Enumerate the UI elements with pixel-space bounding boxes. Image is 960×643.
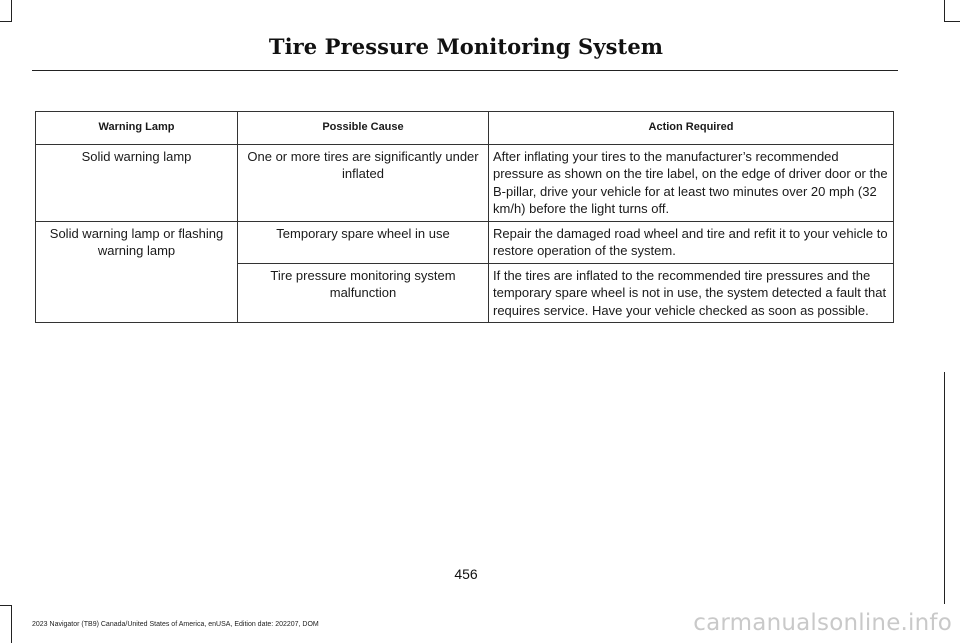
action-required-cell: Repair the damaged road wheel and tire and refit it to your vehicle to restore operation of the system. (489, 221, 894, 263)
action-required-cell: If the tires are inflated to the recommended tire pressures and the temporary spare wheel is not in use, the system detected a fault that requires service. Have your vehicle checked as soon as possible. (489, 263, 894, 323)
table-row (36, 221, 894, 263)
possible-cause-cell: One or more tires are significantly under inflated (238, 144, 489, 221)
watermark: carmanualsonline.info (693, 610, 952, 636)
page-title: Tire Pressure Monitoring System (268, 34, 664, 59)
action-required-cell: After inflating your tires to the manufacturer’s recommended pressure as shown on the tire label, on the edge of driver door or the B-pillar, drive your vehicle for at least two minutes over 20 mph (32 km/h) before the light turns off. (489, 144, 894, 221)
crop-mark-bottom-left-v (11, 605, 12, 643)
page-number: 456 (454, 566, 478, 582)
column-header-action-required: Action Required (489, 112, 894, 145)
crop-mark-top-left-h (0, 21, 12, 22)
crop-mark-right-side-v (944, 372, 945, 604)
edition-footer: 2023 Navigator (TB9) Canada/United States of America, enUSA, Edition date: 202207, DOM (32, 621, 319, 628)
crop-mark-top-right-h (944, 21, 960, 22)
crop-mark-top-left-v (11, 0, 12, 22)
possible-cause-cell: Temporary spare wheel in use (238, 221, 489, 263)
column-header-warning-lamp: Warning Lamp (36, 112, 238, 145)
crop-mark-top-right-v (944, 0, 945, 22)
warning-lamp-cell: Solid warning lamp or flashing warning lamp (36, 221, 238, 323)
table-row (36, 144, 894, 221)
tpms-warning-table (35, 111, 894, 323)
crop-mark-bottom-left-h (0, 605, 12, 606)
warning-lamp-cell: Solid warning lamp (36, 144, 238, 221)
table-header-row (36, 112, 894, 145)
column-header-possible-cause: Possible Cause (238, 112, 489, 145)
possible-cause-cell: Tire pressure monitoring system malfunction (238, 263, 489, 323)
title-divider (32, 70, 898, 71)
